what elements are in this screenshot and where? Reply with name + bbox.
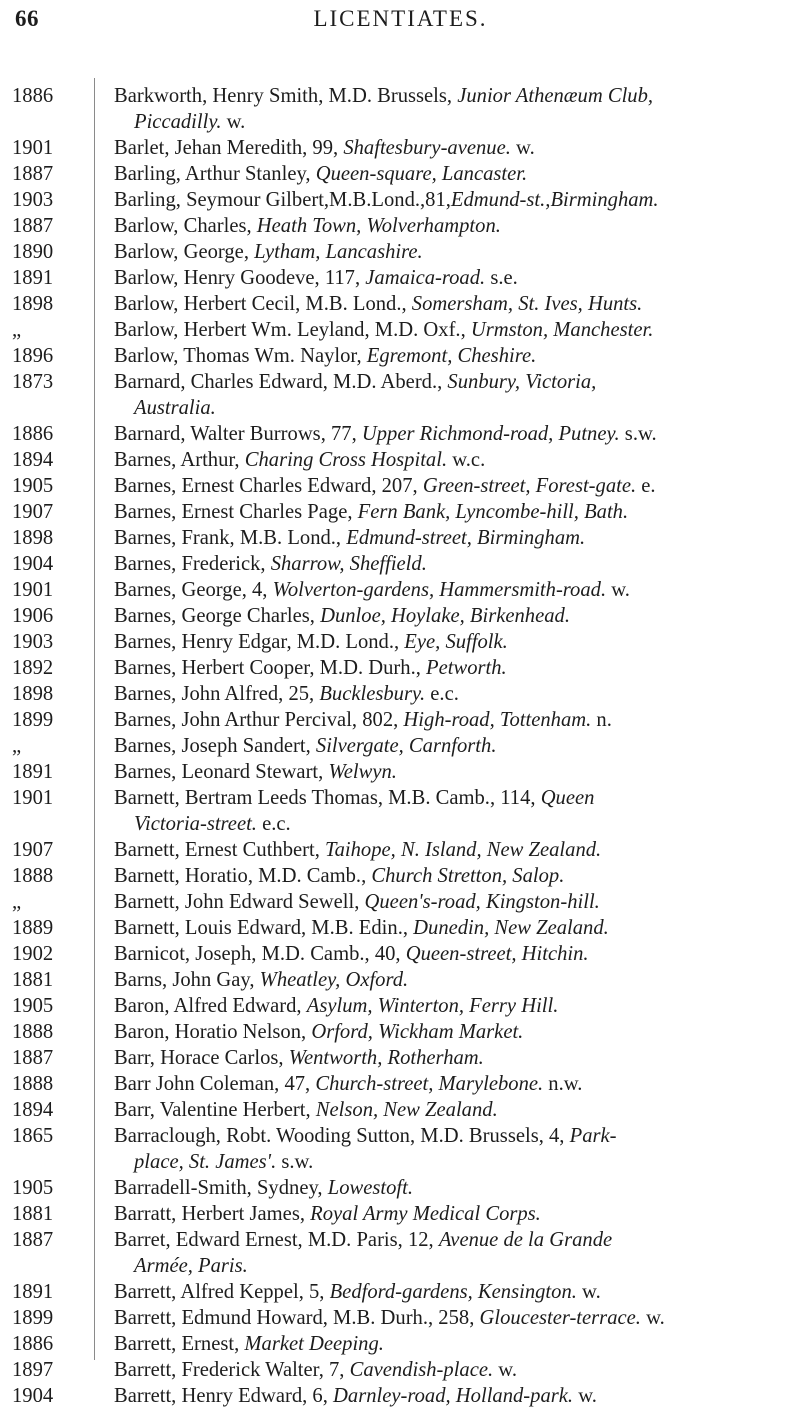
entry-year: 1901: [12, 787, 54, 809]
entry-name: Barlet, Jehan Meredith, 99,: [114, 137, 344, 159]
entry-address: Queen: [540, 787, 595, 809]
entry-year: 1888: [12, 865, 54, 887]
entry-line: [114, 863, 795, 889]
entry-name: Barnes, John Alfred, 25,: [114, 683, 320, 705]
entry-name: Barlow, Herbert Wm. Leyland, M.D. Oxf.,: [114, 319, 471, 341]
entry-address: Church Stretton, Salop.: [371, 865, 565, 887]
list-item: [0, 135, 801, 161]
entry-name: Barkworth, Henry Smith, M.D. Brussels,: [114, 85, 458, 107]
list-item: [0, 629, 801, 655]
entry-name: Baron, Horatio Nelson,: [114, 1021, 312, 1043]
entry-address: Wentworth, Rotherham.: [288, 1047, 484, 1069]
entry-address: Eye, Suffolk.: [404, 631, 508, 653]
entry-name: Barnes, Joseph Sandert,: [114, 735, 316, 757]
entry-year: 1897: [12, 1359, 54, 1381]
entry-line: [114, 499, 795, 525]
entry-name: w.c.: [447, 449, 486, 471]
entry-name: Barlow, George,: [114, 241, 255, 263]
entry-year: 1891: [12, 1281, 54, 1303]
entry-year: 1906: [12, 605, 54, 627]
entry-address: Queen-street, Hitchin.: [405, 943, 589, 965]
entry-year: 1887: [12, 1229, 54, 1251]
entry-address: Heath Town, Wolverhampton.: [256, 215, 501, 237]
entry-year: 1905: [12, 475, 54, 497]
entry-line: [114, 395, 795, 421]
entry-line: [114, 187, 795, 213]
entry-name: Barrett, Henry Edward, 6,: [114, 1385, 334, 1407]
entry-line: [114, 1331, 795, 1357]
entry-name: Barnes, George Charles,: [114, 605, 321, 627]
list-item: [0, 447, 801, 473]
entry-name: n.w.: [543, 1073, 583, 1095]
entry-name: Barling, Seymour Gilbert,M.B.Lond.,81,: [114, 189, 451, 211]
entry-line: [114, 577, 795, 603]
entry-name: e.c.: [256, 813, 291, 835]
list-item: [0, 1357, 801, 1383]
entry-line: [114, 135, 795, 161]
list-item: [0, 967, 801, 993]
list-item: [0, 187, 801, 213]
entry-address: Asylum, Winterton, Ferry Hill.: [306, 995, 559, 1017]
entry-address: Piccadilly.: [134, 111, 222, 133]
list-item: [0, 889, 801, 915]
entry-name: Barlow, Thomas Wm. Naylor,: [114, 345, 367, 367]
entry-line: [114, 1201, 795, 1227]
entry-line: [114, 629, 795, 655]
entry-year: 1898: [12, 683, 54, 705]
entry-name: Baron, Alfred Edward,: [114, 995, 307, 1017]
entry-name: Barrett, Edmund Howard, M.B. Durh., 258,: [114, 1307, 480, 1329]
entry-year: 1888: [12, 1021, 54, 1043]
entry-address: Royal Army Medical Corps.: [310, 1203, 541, 1225]
list-item: [0, 473, 801, 499]
entry-line: [114, 473, 795, 499]
entry-year: „: [12, 319, 22, 341]
list-item: [0, 759, 801, 785]
entry-name: w.: [221, 111, 246, 133]
list-item: [0, 1227, 801, 1279]
entry-year: 1901: [12, 579, 54, 601]
entry-address: Wolverton-gardens, Hammersmith-road.: [272, 579, 607, 601]
entry-name: w.: [493, 1359, 517, 1381]
entry-name: Barnard, Charles Edward, M.D. Aberd.,: [114, 371, 448, 393]
entry-line: [114, 83, 795, 109]
list-item: [0, 213, 801, 239]
entry-address: Gloucester-terrace.: [479, 1307, 641, 1329]
list-item: [0, 1175, 801, 1201]
list-item: [0, 291, 801, 317]
entry-name: w.: [640, 1307, 665, 1329]
entry-year: 1899: [12, 1307, 54, 1329]
entry-line: [114, 239, 795, 265]
entry-name: Barns, John Gay,: [114, 969, 260, 991]
entry-year: „: [12, 735, 22, 757]
entry-address: Avenue de la Grande: [438, 1229, 613, 1251]
licentiates-list: [0, 83, 801, 1409]
entry-line: [114, 915, 795, 941]
list-item: [0, 317, 801, 343]
entry-line: [114, 707, 795, 733]
entry-line: [114, 1149, 795, 1175]
entry-year: 1890: [12, 241, 54, 263]
entry-year: 1903: [12, 631, 54, 653]
entry-name: Barnes, Frank, M.B. Lond.,: [114, 527, 347, 549]
entry-address: Lowestoft.: [327, 1177, 413, 1199]
entry-address: Darnley-road, Holland-park.: [333, 1385, 574, 1407]
entry-address: Australia.: [134, 397, 216, 419]
entry-address: Welwyn.: [328, 761, 397, 783]
entry-line: [114, 993, 795, 1019]
entry-line: [114, 1279, 795, 1305]
entry-address: Green-street, Forest-gate.: [422, 475, 637, 497]
entry-address: Shaftesbury-avenue.: [343, 137, 511, 159]
entry-year: 1894: [12, 449, 54, 471]
entry-year: 1892: [12, 657, 54, 679]
entry-name: Barnes, Frederick,: [114, 553, 271, 575]
entry-name: Barlow, Henry Goodeve, 117,: [114, 267, 366, 289]
entry-line: [114, 343, 795, 369]
entry-name: Barr John Coleman, 47,: [114, 1073, 316, 1095]
entry-name: w.: [510, 137, 535, 159]
list-item: [0, 733, 801, 759]
entry-name: Barnett, Horatio, M.D. Camb.,: [114, 865, 372, 887]
entry-address: Lytham, Lancashire.: [254, 241, 423, 263]
entry-name: e.c.: [425, 683, 459, 705]
entry-year: 1907: [12, 501, 54, 523]
entry-address: Nelson, New Zealand.: [315, 1099, 498, 1121]
entry-name: Barnard, Walter Burrows, 77,: [114, 423, 362, 445]
entry-year: 1881: [12, 969, 54, 991]
entry-address: Upper Richmond-road, Putney.: [361, 423, 620, 445]
list-item: [0, 655, 801, 681]
entry-address: Market Deeping.: [244, 1333, 384, 1355]
entry-address: Armée, Paris.: [134, 1255, 248, 1277]
entry-line: [114, 1175, 795, 1201]
entry-name: Barr, Horace Carlos,: [114, 1047, 289, 1069]
entry-line: [114, 889, 795, 915]
entry-year: 1865: [12, 1125, 54, 1147]
entry-address: Cavendish-place.: [349, 1359, 494, 1381]
entry-address: High-road, Tottenham.: [403, 709, 592, 731]
entry-name: Barnes, Ernest Charles Page,: [114, 501, 358, 523]
entry-name: Barnes, John Arthur Percival, 802,: [114, 709, 404, 731]
entry-line: [114, 161, 795, 187]
entry-line: [114, 369, 795, 395]
entry-line: [114, 447, 795, 473]
entry-line: [114, 525, 795, 551]
entry-year: 1887: [12, 215, 54, 237]
list-item: [0, 603, 801, 629]
entry-name: Barraclough, Robt. Wooding Sutton, M.D. Brussels, 4,: [114, 1125, 570, 1147]
entry-name: Barnett, John Edward Sewell,: [114, 891, 365, 913]
entry-line: [114, 655, 795, 681]
list-item: [0, 1305, 801, 1331]
entry-address: Orford, Wickham Market.: [311, 1021, 524, 1043]
entry-name: Barnes, Henry Edgar, M.D. Lond.,: [114, 631, 405, 653]
entry-line: [114, 1227, 795, 1253]
entry-address: Urmston, Manchester.: [470, 319, 654, 341]
entry-name: Barrett, Frederick Walter, 7,: [114, 1359, 350, 1381]
running-head: LICENTIATES.: [313, 6, 488, 31]
list-item: [0, 499, 801, 525]
list-item: [0, 1071, 801, 1097]
entry-line: [114, 1357, 795, 1383]
list-item: [0, 551, 801, 577]
entry-line: [114, 1305, 795, 1331]
entry-name: Barnes, Arthur,: [114, 449, 245, 471]
entry-name: s.w.: [619, 423, 657, 445]
entry-year: 1887: [12, 163, 54, 185]
list-item: [0, 1097, 801, 1123]
page-number: 66: [15, 6, 39, 31]
list-item: [0, 343, 801, 369]
list-item: [0, 369, 801, 421]
entry-address: Fern Bank, Lyncombe-hill, Bath.: [357, 501, 629, 523]
entry-line: [114, 759, 795, 785]
list-item: [0, 941, 801, 967]
entry-name: Barling, Arthur Stanley,: [114, 163, 316, 185]
entry-year: 1898: [12, 293, 54, 315]
entry-line: [114, 109, 795, 135]
entry-address: Dunloe, Hoylake, Birkenhead.: [320, 605, 570, 627]
entry-line: [114, 1071, 795, 1097]
entry-line: [114, 967, 795, 993]
entry-name: e.: [636, 475, 656, 497]
list-item: [0, 239, 801, 265]
entry-line: [114, 941, 795, 967]
entry-year: 1905: [12, 995, 54, 1017]
entry-address: Petworth.: [426, 657, 507, 679]
entry-address: Edmund-street, Birmingham.: [346, 527, 586, 549]
entry-address: Edmund-st.,Birmingham.: [450, 189, 659, 211]
list-item: [0, 915, 801, 941]
list-item: [0, 863, 801, 889]
entry-year: 1891: [12, 761, 54, 783]
entry-year: 1905: [12, 1177, 54, 1199]
list-item: [0, 421, 801, 447]
entry-name: Barnett, Bertram Leeds Thomas, M.B. Camb., 114,: [114, 787, 541, 809]
list-item: [0, 785, 801, 837]
entry-year: 1886: [12, 423, 54, 445]
list-item: [0, 837, 801, 863]
entry-year: 1904: [12, 1385, 54, 1407]
entry-address: Sunbury, Victoria,: [447, 371, 597, 393]
entry-name: n.: [591, 709, 612, 731]
entry-name: Barret, Edward Ernest, M.D. Paris, 12,: [114, 1229, 439, 1251]
entry-line: [114, 265, 795, 291]
list-item: [0, 1201, 801, 1227]
list-item: [0, 1331, 801, 1357]
entry-address: Egremont, Cheshire.: [366, 345, 537, 367]
list-item: [0, 1045, 801, 1071]
entry-line: [114, 421, 795, 447]
list-item: [0, 1123, 801, 1175]
entry-year: 1886: [12, 1333, 54, 1355]
entry-name: Barr, Valentine Herbert,: [114, 1099, 316, 1121]
entry-line: [114, 603, 795, 629]
entry-address: Taihope, N. Island, New Zealand.: [325, 839, 602, 861]
entry-address: Church-street, Marylebone.: [315, 1073, 544, 1095]
entry-year: 1887: [12, 1047, 54, 1069]
entry-line: [114, 551, 795, 577]
entry-line: [114, 733, 795, 759]
entry-line: [114, 1123, 795, 1149]
entry-year: 1901: [12, 137, 54, 159]
list-item: [0, 265, 801, 291]
entry-year: 1894: [12, 1099, 54, 1121]
entry-line: [114, 811, 795, 837]
entry-year: 1881: [12, 1203, 54, 1225]
entry-line: [114, 1383, 795, 1409]
entry-address: Somersham, St. Ives, Hunts.: [411, 293, 643, 315]
entry-name: w.: [573, 1385, 597, 1407]
entry-line: [114, 1097, 795, 1123]
entry-name: Barlow, Herbert Cecil, M.B. Lond.,: [114, 293, 412, 315]
entry-address: Bucklesbury.: [319, 683, 426, 705]
entry-year: 1886: [12, 85, 54, 107]
entry-year: 1903: [12, 189, 54, 211]
entry-name: s.w.: [276, 1151, 314, 1173]
list-item: [0, 83, 801, 135]
list-item: [0, 161, 801, 187]
entry-address: Queen's-road, Kingston-hill.: [364, 891, 600, 913]
entry-name: Barnes, George, 4,: [114, 579, 273, 601]
entry-name: w.: [606, 579, 630, 601]
entry-year: 1889: [12, 917, 54, 939]
entry-address: place, St. James'.: [134, 1151, 277, 1173]
entry-address: Dunedin, New Zealand.: [413, 917, 609, 939]
entry-name: Barnett, Louis Edward, M.B. Edin.,: [114, 917, 414, 939]
list-item: [0, 1019, 801, 1045]
entry-name: Barratt, Herbert James,: [114, 1203, 311, 1225]
entry-year: 1898: [12, 527, 54, 549]
entry-name: Barnes, Leonard Stewart,: [114, 761, 329, 783]
entry-year: 1873: [12, 371, 54, 393]
entry-line: [114, 681, 795, 707]
entry-name: Barradell-Smith, Sydney,: [114, 1177, 328, 1199]
entry-name: w.: [576, 1281, 601, 1303]
entry-line: [114, 837, 795, 863]
list-item: [0, 993, 801, 1019]
entry-line: [114, 1253, 795, 1279]
entry-address: Wheatley, Oxford.: [259, 969, 409, 991]
list-item: [0, 681, 801, 707]
entry-address: Victoria-street.: [134, 813, 257, 835]
entry-line: [114, 1045, 795, 1071]
entry-year: 1904: [12, 553, 54, 575]
entry-line: [114, 785, 795, 811]
entry-address: Jamaica-road.: [365, 267, 486, 289]
entry-name: Barnes, Herbert Cooper, M.D. Durh.,: [114, 657, 427, 679]
entry-address: Bedford-gardens, Kensington.: [329, 1281, 577, 1303]
list-item: [0, 1383, 801, 1409]
entry-year: 1902: [12, 943, 54, 965]
entry-name: Barrett, Ernest,: [114, 1333, 245, 1355]
entry-address: Park-: [569, 1125, 617, 1147]
entry-address: Junior Athenæum Club,: [457, 85, 654, 107]
entry-line: [114, 1019, 795, 1045]
entry-year: 1899: [12, 709, 54, 731]
entry-address: Queen-square, Lancaster.: [315, 163, 528, 185]
entry-address: Silvergate, Carnforth.: [315, 735, 497, 757]
entry-line: [114, 291, 795, 317]
entry-line: [114, 213, 795, 239]
entry-name: Barnett, Ernest Cuthbert,: [114, 839, 326, 861]
entry-address: Charing Cross Hospital.: [244, 449, 448, 471]
entry-line: [114, 317, 795, 343]
list-item: [0, 1279, 801, 1305]
entry-name: Barnicot, Joseph, M.D. Camb., 40,: [114, 943, 406, 965]
entry-year: 1891: [12, 267, 54, 289]
entry-name: s.e.: [485, 267, 518, 289]
list-item: [0, 525, 801, 551]
entry-year: 1896: [12, 345, 54, 367]
entry-year: 1888: [12, 1073, 54, 1095]
list-item: [0, 707, 801, 733]
entry-name: Barnes, Ernest Charles Edward, 207,: [114, 475, 423, 497]
entry-name: Barlow, Charles,: [114, 215, 257, 237]
entry-year: „: [12, 891, 22, 913]
entry-name: Barrett, Alfred Keppel, 5,: [114, 1281, 330, 1303]
entry-year: 1907: [12, 839, 54, 861]
entry-address: Sharrow, Sheffield.: [270, 553, 427, 575]
list-item: [0, 577, 801, 603]
